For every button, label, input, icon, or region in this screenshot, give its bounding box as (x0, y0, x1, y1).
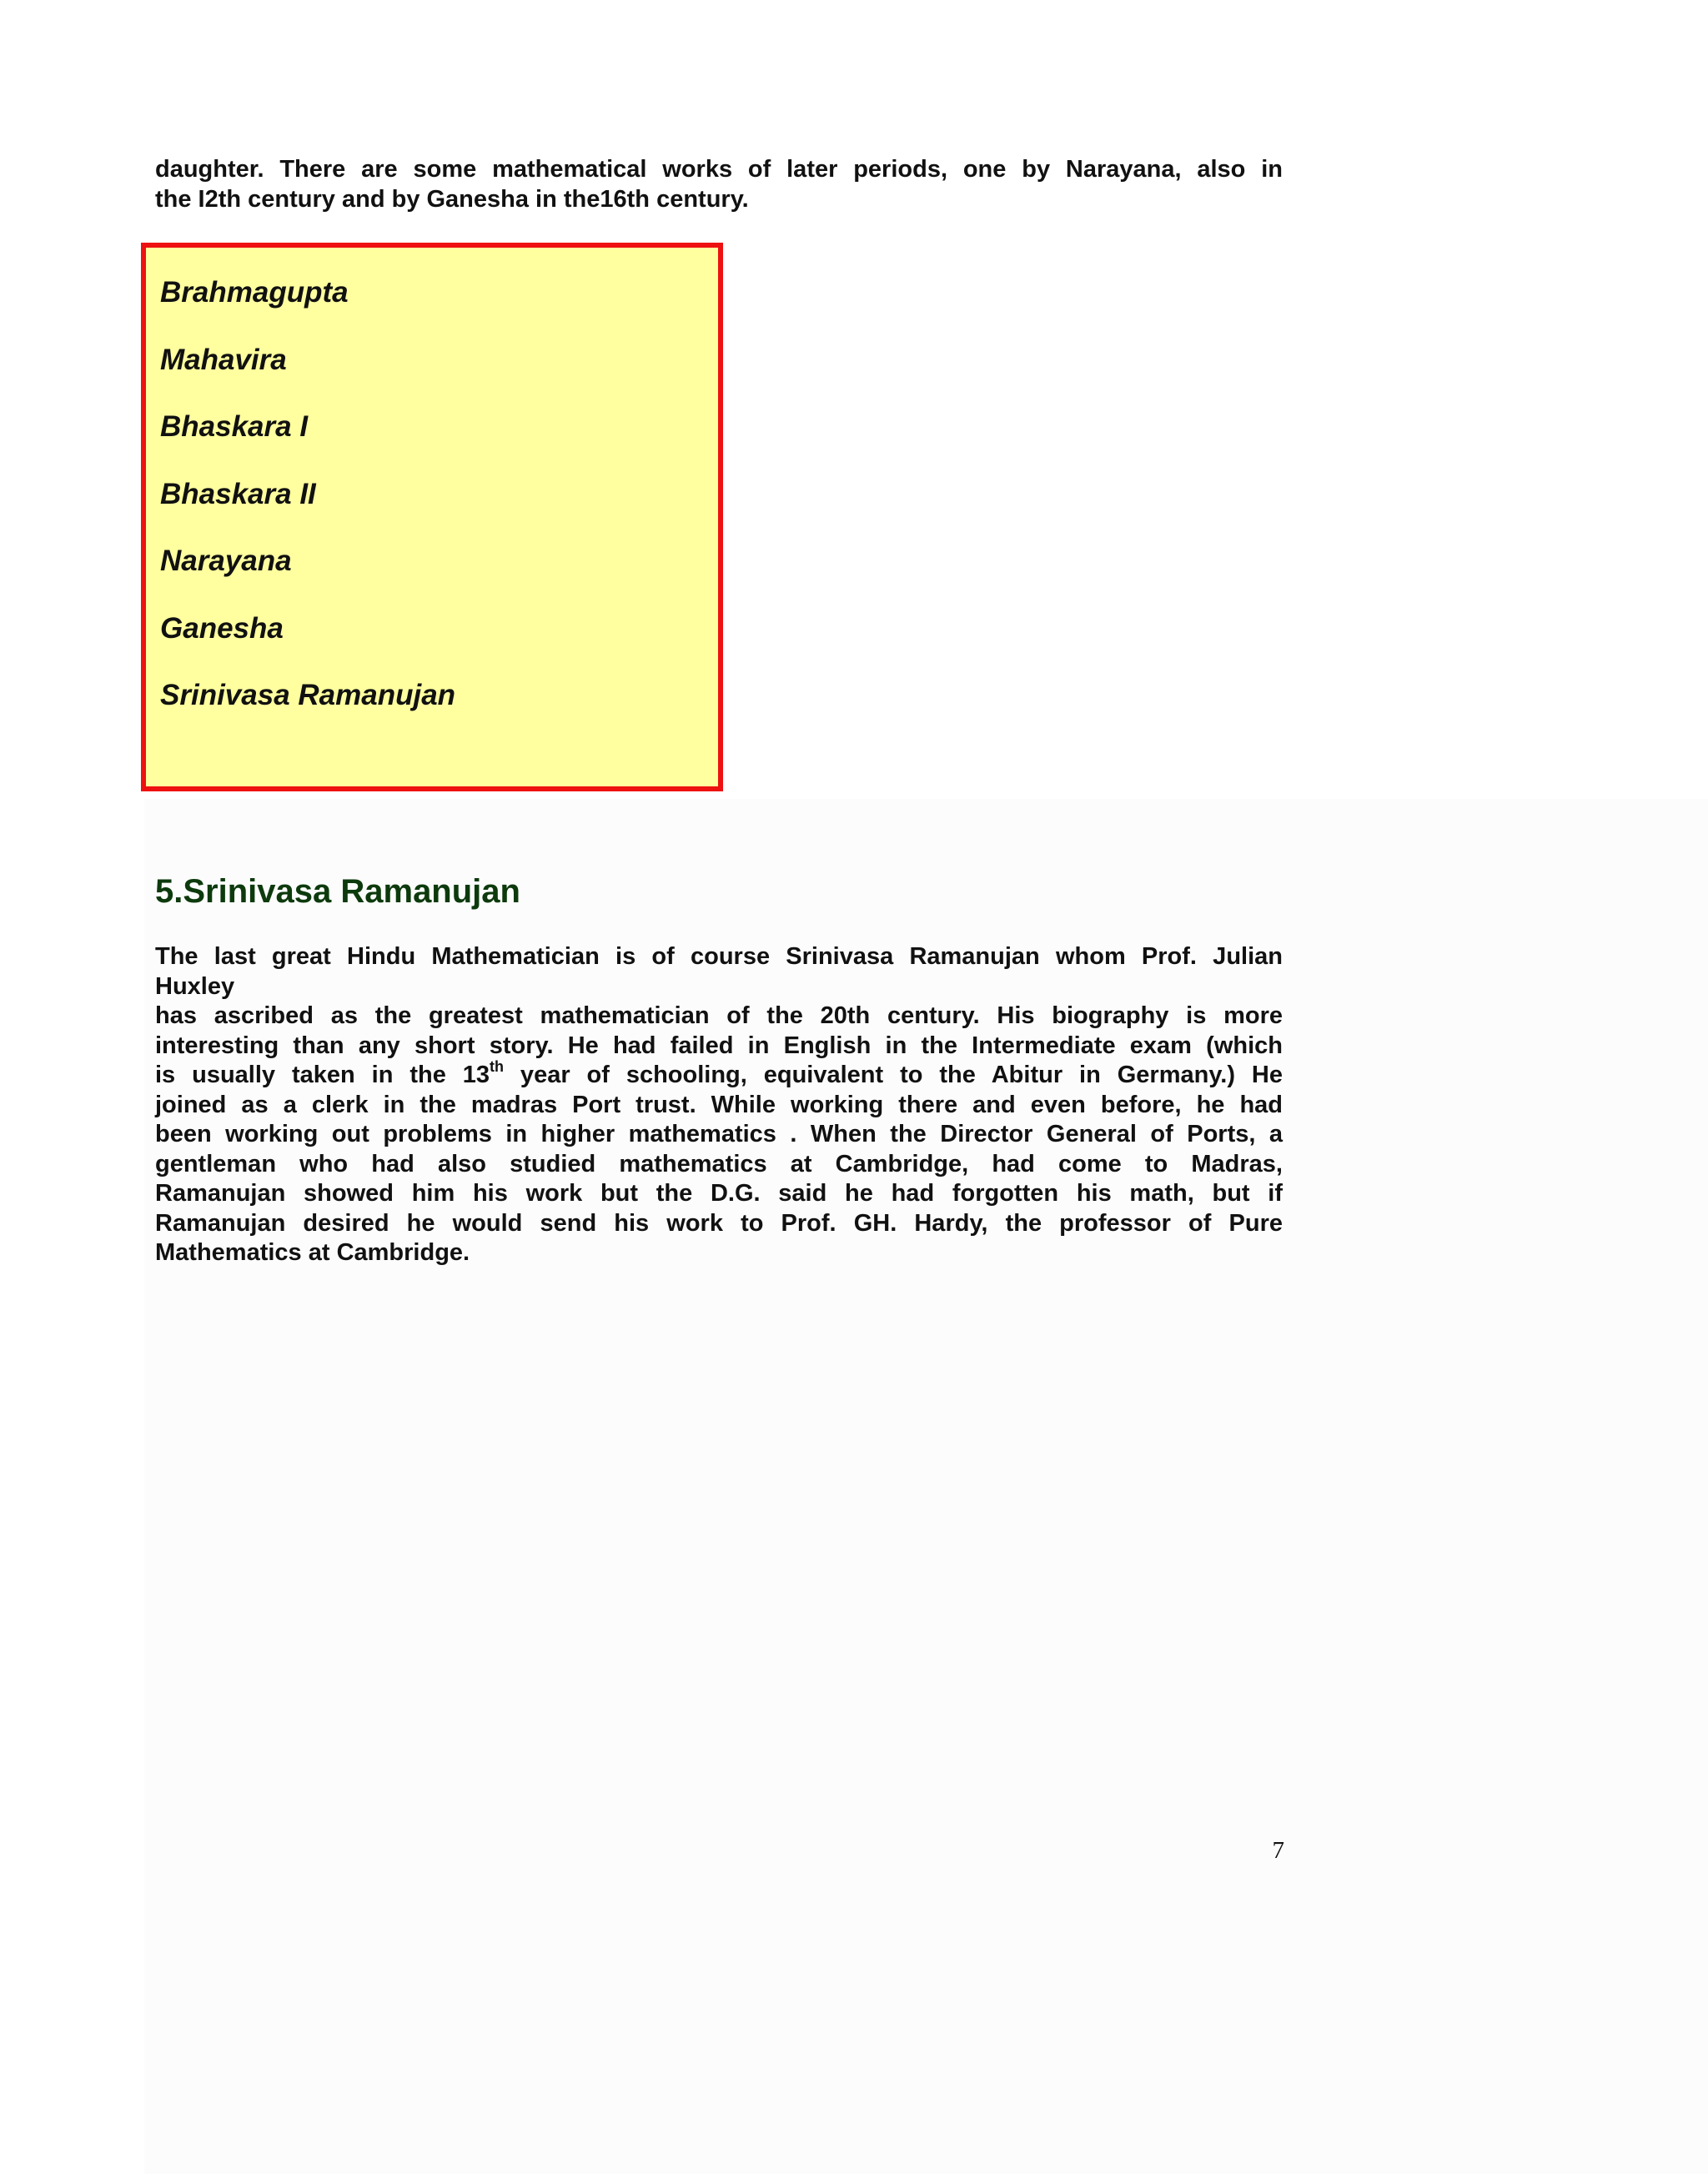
ramanujan-paragraph (155, 942, 1283, 1268)
paragraph-text: is usually taken in the 13 (155, 1062, 490, 1088)
paragraph-line: has ascribed as the greatest mathematician of the 20th century. His biography is more (155, 1002, 1283, 1029)
page-number: 7 (1272, 1837, 1284, 1864)
paragraph-line: Huxley (155, 972, 235, 1000)
section-heading: 5.Srinivasa Ramanujan (155, 873, 520, 910)
paragraph-line: joined as a clerk in the madras Port trust. While working there and even before, he had (155, 1091, 1283, 1118)
paragraph-line: interesting than any short story. He had failed in English in the Intermediate exam (which (155, 1032, 1283, 1059)
paragraph-line: The last great Hindu Mathematician is of course Srinivasa Ramanujan whom Prof. Julian (155, 943, 1283, 970)
mathematicians-list (160, 276, 455, 746)
list-item: Ganesha (160, 611, 284, 645)
mathematicians-names-box (141, 243, 723, 791)
list-item: Bhaskara I (160, 410, 309, 443)
paragraph-line: Mathematics at Cambridge. (155, 1239, 470, 1266)
paragraph-text: year of schooling, equivalent to the Abitur in Germany.) He (504, 1062, 1284, 1088)
list-item: Bhaskara II (160, 477, 316, 510)
list-item: Brahmagupta (160, 276, 349, 309)
paragraph-line: gentleman who had also studied mathematics at Cambridge, had come to Madras, (155, 1150, 1283, 1177)
paragraph-line: been working out problems in higher mathematics . When the Director General of Ports, a (155, 1121, 1283, 1147)
paragraph-line: Ramanujan showed him his work but the D.G. said he had forgotten his math, but if (155, 1180, 1283, 1207)
list-item: Narayana (160, 545, 292, 577)
list-item: Mahavira (160, 343, 287, 376)
paragraph-line (155, 1058, 1284, 1091)
intro-line: the I2th century and by Ganesha in the16th century. (155, 185, 749, 213)
paragraph-line: Ramanujan desired he would send his work to Prof. GH. Hardy, the professor of Pure (155, 1209, 1283, 1237)
ordinal-superscript: th (490, 1058, 505, 1075)
intro-line: daughter. There are some mathematical works of later periods, one by Narayana, also in (155, 156, 1283, 183)
intro-paragraph (155, 155, 1283, 214)
list-item: Srinivasa Ramanujan (160, 679, 456, 711)
